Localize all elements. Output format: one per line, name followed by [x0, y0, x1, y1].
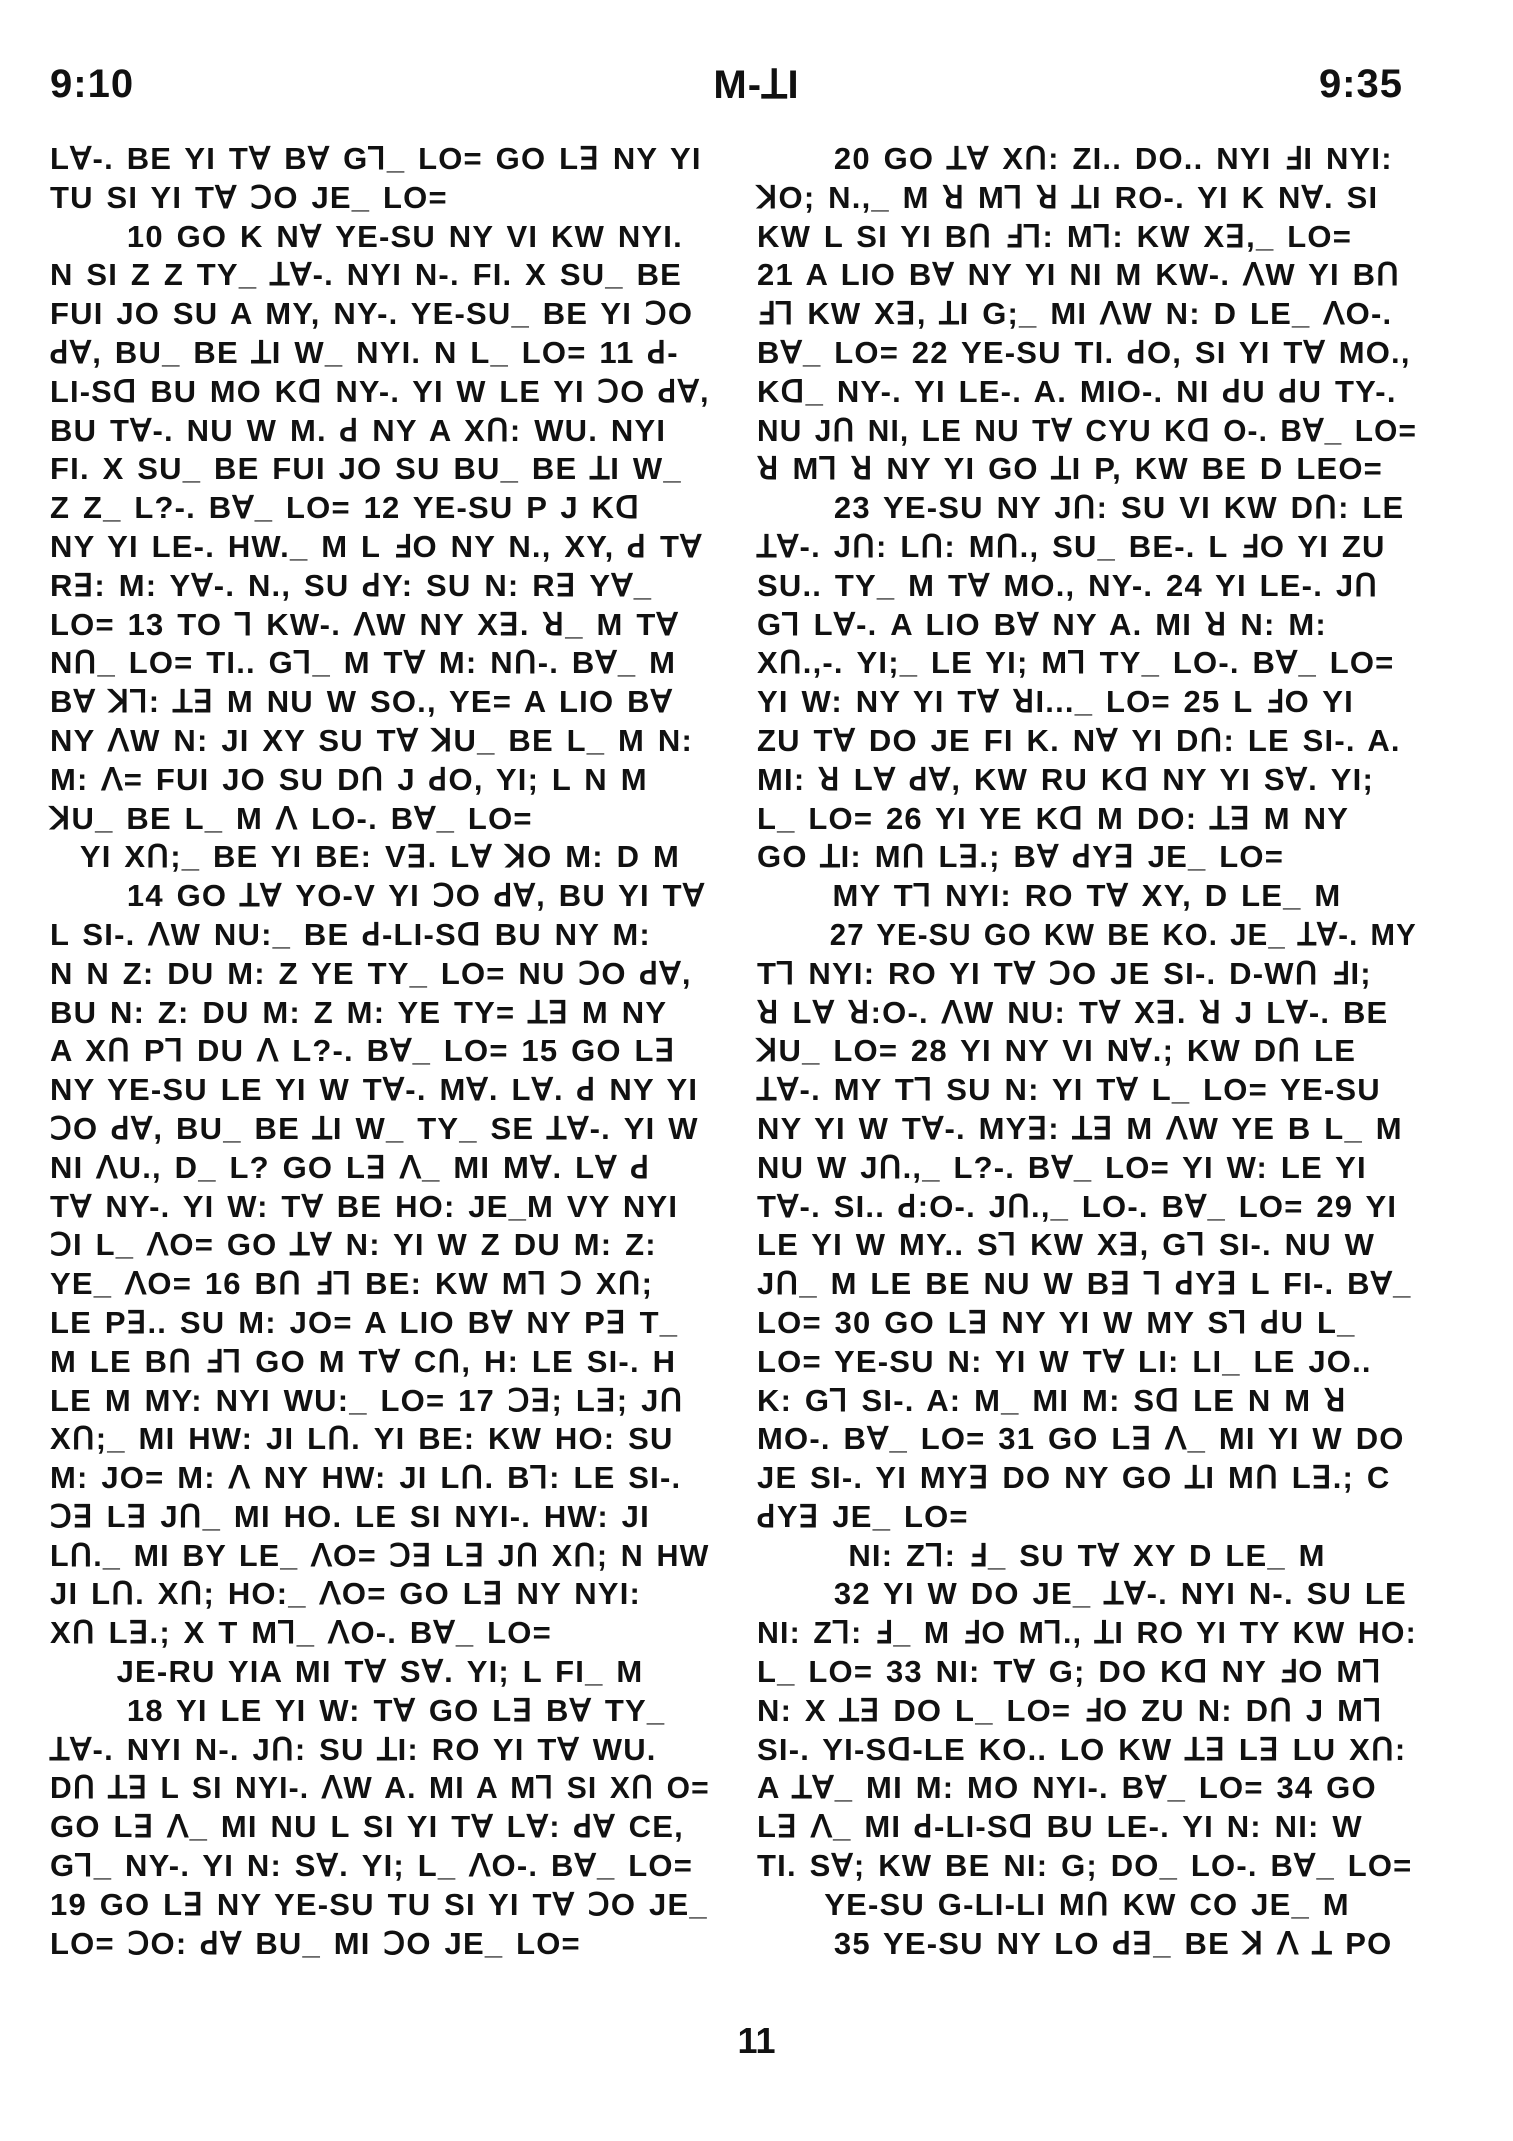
- text-line: MO-. Bꓯ_ LO= 31 GO Lꓱ ꓥ_ MI YI W DO: [757, 1421, 1405, 1457]
- text-line: ꓒYꓱ JE_ LO=: [757, 1498, 969, 1534]
- text-line: Tꓯ NY-. YI W: Tꓯ BE HO: JE_M VY NYI: [50, 1188, 679, 1224]
- text-line: LO= ꓛO: ꓒꓯ BU_ MI ꓛO JE_ LO=: [50, 1925, 581, 1961]
- text-line: Tꓶ NYI: RO YI Tꓯ ꓛO JE SI-. D-Wꓵ ꓞI;: [757, 955, 1372, 991]
- text-line: NY YE-SU LE YI W Tꓯ-. Mꓯ. Lꓯ. ꓒ NY YI: [50, 1072, 699, 1108]
- text-line: Xꓵ.,-. YI;_ LE YI; Mꓶ TY_ LO-. Bꓯ_ LO=: [757, 645, 1395, 681]
- text-line: MI: ꓤ Lꓯ ꓒꓯ, KW RU Kꓷ NY YI Sꓯ. YI;: [757, 761, 1375, 797]
- text-line: A Xꓵ Pꓶ DU ꓥ L?-. Bꓯ_ LO= 15 GO Lꓱ: [50, 1033, 676, 1069]
- text-line: Rꓱ: M: Yꓯ-. N., SU ꓒY: SU N: Rꓱ Yꓯ_: [50, 567, 653, 603]
- text-line: ꓤ Mꓶ ꓤ NY YI GO ꓕI P, KW BE D LEO=: [757, 451, 1383, 487]
- text-line: ꓞꓶ KW Xꓱ, ꓕI G;_ MI ꓥW N: D LE_ ꓥO-.: [757, 296, 1393, 332]
- text-line: YI W: NY YI Tꓯ ꓤI..._ LO= 25 L ꓞO YI: [757, 684, 1354, 720]
- text-line: LE M MY: NYI WU:_ LO= 17 ꓛꓱ; Lꓱ; Jꓵ: [50, 1382, 684, 1418]
- text-line: JE SI-. YI MYꓱ DO NY GO ꓕI Mꓵ Lꓱ.; C: [757, 1460, 1391, 1496]
- text-line: FI. X SU_ BE FUI JO SU BU_ BE ꓕI W_: [50, 451, 682, 487]
- text-line: LI-Sꓷ BU MO Kꓷ NY-. YI W LE YI ꓛO ꓒꓯ,: [50, 373, 710, 409]
- text-line: N SI Z Z TY_ ꓕꓯ-. NYI N-. FI. X SU_ BE: [50, 257, 683, 293]
- text-line: Lꓱ ꓥ_ MI ꓒ-LI-Sꓷ BU LE-. YI N: NI: W: [757, 1809, 1363, 1845]
- text-line: GO Lꓱ ꓥ_ MI NU L SI YI Tꓯ Lꓯ: ꓒꓯ CE,: [50, 1809, 684, 1845]
- text-column-left: [50, 140, 710, 1963]
- text-line: 21 A LIO Bꓯ NY YI NI M KW-. ꓥW YI Bꓵ: [757, 257, 1401, 293]
- text-line: BU N: Z: DU M: Z M: YE TY= ꓕꓱ M NY: [50, 994, 668, 1030]
- text-line: L_ LO= 33 NI: Tꓯ G; DO Kꓷ NY ꓞO Mꓶ: [757, 1654, 1382, 1690]
- text-line: NY ꓥW N: JI XY SU Tꓯ ꓘU_ BE L_ M N:: [50, 722, 694, 758]
- text-line: Gꓶ Lꓯ-. A LIO Bꓯ NY A. MI ꓤ N: M:: [757, 606, 1327, 642]
- text-line: L SI-. ꓥW NU:_ BE ꓒ-LI-Sꓷ BU NY M:: [50, 916, 651, 952]
- text-line: ꓘU_ LO= 28 YI NY VI Nꓯ.; KW Dꓵ LE: [757, 1033, 1357, 1069]
- text-line: K: Gꓶ SI-. A: M_ MI M: Sꓷ LE N M ꓤ: [757, 1382, 1347, 1418]
- text-line: SI-. YI-Sꓷ-LE KO.. LO KW ꓕꓱ Lꓱ LU Xꓵ:: [757, 1731, 1407, 1767]
- text-column-right: [757, 140, 1417, 1963]
- text-line: YE_ ꓥO= 16 Bꓵ ꓞꓶ BE: KW Mꓶ ꓛ Xꓵ;: [50, 1266, 654, 1302]
- text-line: KW L SI YI Bꓵ ꓞꓶ: Mꓶ: KW Xꓱ,_ LO=: [757, 218, 1352, 254]
- section-heading: JE-RU YIA MI Tꓯ Sꓯ. YI; L FI_ M: [116, 1654, 644, 1690]
- text-line: GO ꓕI: Mꓵ Lꓱ.; Bꓯ ꓒYꓱ JE_ LO=: [757, 839, 1285, 875]
- section-heading: NI: Zꓶ: ꓞ_ SU Tꓯ XY D LE_ M: [848, 1537, 1326, 1573]
- text-line: ꓛI L_ ꓥO= GO ꓕꓯ N: YI W Z DU M: Z:: [50, 1227, 657, 1263]
- text-line: Gꓶ_ NY-. YI N: Sꓯ. YI; L_ ꓥO-. Bꓯ_ LO=: [50, 1848, 693, 1884]
- text-line: Xꓵ Lꓱ.; X T Mꓶ_ ꓥO-. Bꓯ_ LO=: [50, 1615, 552, 1651]
- text-line: Nꓵ_ LO= TI.. Gꓶ_ M Tꓯ M: Nꓵ-. Bꓯ_ M: [50, 645, 677, 681]
- text-line: FUI JO SU A MY, NY-. YE-SU_ BE YI ꓛO: [50, 296, 694, 332]
- text-line: ꓕꓯ-. MY Tꓶ SU N: YI Tꓯ L_ LO= YE-SU: [757, 1072, 1381, 1108]
- text-line: NU Jꓵ NI, LE NU Tꓯ CYU Kꓷ O-. Bꓯ_ LO=: [757, 412, 1418, 448]
- header-book-title: M-ꓕI: [713, 63, 800, 107]
- text-line: SU.. TY_ M Tꓯ MO., NY-. 24 YI LE-. Jꓵ: [757, 567, 1379, 603]
- text-line: ꓘO; N.,_ M ꓤ Mꓶ ꓤ ꓕI RO-. YI K Nꓯ. SI: [757, 179, 1379, 215]
- text-line: M: JO= M: ꓥ NY HW: JI Lꓵ. Bꓶ: LE SI-.: [50, 1460, 682, 1496]
- header-end-reference: 9:35: [1318, 62, 1403, 106]
- header-start-reference: 9:10: [50, 62, 135, 106]
- section-heading: MY Tꓶ NYI: RO Tꓯ XY, D LE_ M: [832, 878, 1342, 914]
- text-line: N N Z: DU M: Z YE TY_ LO= NU ꓛO ꓒꓯ,: [50, 955, 692, 991]
- text-line: ꓤ Lꓯ ꓤ:O-. ꓥW NU: Tꓯ Xꓱ. ꓤ J Lꓯ-. BE: [757, 994, 1389, 1030]
- text-line: Bꓯ_ LO= 22 YE-SU TI. ꓒO, SI YI Tꓯ MO.,: [757, 334, 1411, 370]
- text-line: BU Tꓯ-. NU W M. ꓒ NY A Xꓵ: WU. NYI: [50, 412, 667, 448]
- text-line: 20 GO ꓕꓯ Xꓵ: ZI.. DO.. NYI ꓞI NYI:: [757, 141, 1393, 176]
- text-line: A ꓕꓯ_ MI M: MO NYI-. Bꓯ_ LO= 34 GO: [757, 1770, 1377, 1806]
- text-line: NI ꓥU., D_ L? GO Lꓱ ꓥ_ MI Mꓯ. Lꓯ ꓒ: [50, 1149, 651, 1185]
- text-line: Xꓵ;_ MI HW: JI Lꓵ. YI BE: KW HO: SU: [50, 1421, 674, 1457]
- text-line: NY YI W Tꓯ-. MYꓱ: ꓕꓱ M ꓥW YE B L_ M: [757, 1110, 1403, 1146]
- text-line: LE YI W MY.. Sꓶ KW Xꓱ, Gꓶ SI-. NU W: [757, 1227, 1376, 1263]
- text-line: Kꓷ_ NY-. YI LE-. A. MIO-. NI ꓒU ꓒU TY-.: [757, 373, 1397, 409]
- text-line: 14 GO ꓕꓯ YO-V YI ꓛO ꓒꓯ, BU YI Tꓯ: [50, 878, 706, 914]
- text-line: LO= YE-SU N: YI W Tꓯ LI: LI_ LE JO..: [757, 1343, 1372, 1379]
- text-line: N: X ꓕꓱ DO L_ LO= ꓞO ZU N: Dꓵ J Mꓶ: [757, 1692, 1383, 1728]
- text-line: ꓕꓯ-. NYI N-. Jꓵ: SU ꓕI: RO YI Tꓯ WU.: [50, 1731, 657, 1767]
- text-line: NI: Zꓶ: ꓞ_ M ꓞO Mꓶ., ꓕI RO YI TY KW HO:: [757, 1615, 1417, 1651]
- text-line: NY YI LE-. HW._ M L ꓞO NY N., XY, ꓒ Tꓯ: [50, 528, 703, 564]
- text-line: Bꓯ ꓘꓶ: ꓕꓱ M NU W SO., YE= A LIO Bꓯ: [50, 684, 674, 720]
- section-heading: YI Xꓵ;_ BE YI BE: Vꓱ. Lꓯ ꓘO M: D M: [79, 839, 681, 875]
- text-line: 32 YI W DO JE_ ꓕꓯ-. NYI N-. SU LE: [757, 1576, 1407, 1612]
- text-line: M LE Bꓵ ꓞꓶ GO M Tꓯ Cꓵ, H: LE SI-. H: [50, 1343, 677, 1379]
- text-line: Tꓯ-. SI.. ꓒ:O-. Jꓵ.,_ LO-. Bꓯ_ LO= 29 YI: [757, 1188, 1398, 1224]
- text-line: 10 GO K Nꓯ YE-SU NY VI KW NYI.: [50, 218, 683, 254]
- text-line: L_ LO= 26 YI YE Kꓷ M DO: ꓕꓱ M NY: [757, 800, 1350, 836]
- text-line: 27 YE-SU GO KW BE KO. JE_ ꓕꓯ-. MY: [757, 916, 1417, 952]
- text-line: LO= 13 TO ꓶ KW-. ꓥW NY Xꓱ. ꓤ_ M Tꓯ: [50, 606, 679, 642]
- text-line: ꓒꓯ, BU_ BE ꓕI W_ NYI. N L_ LO= 11 ꓒ-: [50, 334, 679, 370]
- text-line: 19 GO Lꓱ NY YE-SU TU SI YI Tꓯ ꓛO JE_: [50, 1886, 708, 1922]
- text-line: ꓘU_ BE L_ M ꓥ LO-. Bꓯ_ LO=: [50, 800, 533, 836]
- text-line: ꓛꓱ Lꓱ Jꓵ_ MI HO. LE SI NYI-. HW: JI: [50, 1498, 650, 1534]
- text-line: NU W Jꓵ.,_ L?-. Bꓯ_ LO= YI W: LE YI: [757, 1149, 1367, 1185]
- text-line: 18 YI LE YI W: Tꓯ GO Lꓱ Bꓯ TY_: [50, 1692, 666, 1728]
- text-line: ZU Tꓯ DO JE FI K. Nꓯ YI Dꓵ: LE SI-. A.: [757, 722, 1401, 758]
- page-number: 11: [737, 2020, 776, 2061]
- text-line: 23 YE-SU NY Jꓵ: SU VI KW Dꓵ: LE: [757, 490, 1405, 526]
- text-line: JI Lꓵ. Xꓵ; HO:_ ꓥO= GO Lꓱ NY NYI:: [50, 1576, 642, 1612]
- text-line: ꓕꓯ-. Jꓵ: Lꓵ: Mꓵ., SU_ BE-. L ꓞO YI ZU: [757, 528, 1386, 564]
- text-line: 35 YE-SU NY LO ꓒꓱ_ BE ꓘ ꓥ ꓕ PO: [757, 1925, 1393, 1961]
- text-line: Lꓯ-. BE YI Tꓯ Bꓯ Gꓶ_ LO= GO Lꓱ NY YI: [50, 141, 702, 176]
- text-line: ꓛO ꓒꓯ, BU_ BE ꓕI W_ TY_ SE ꓕꓯ-. YI W: [50, 1110, 699, 1146]
- text-line: TU SI YI Tꓯ ꓛO JE_ LO=: [50, 179, 448, 215]
- text-line: M: ꓥ= FUI JO SU Dꓵ J ꓒO, YI; L N M: [50, 761, 648, 797]
- text-line: Lꓵ._ MI BY LE_ ꓥO= ꓛꓱ Lꓱ Jꓵ Xꓵ; N HW: [50, 1537, 710, 1573]
- section-heading: YE-SU G-LI-LI Mꓵ KW CO JE_ M: [824, 1886, 1350, 1922]
- text-line: LO= 30 GO Lꓱ NY YI W MY Sꓶ ꓒU L_: [757, 1304, 1356, 1340]
- text-line: Dꓵ ꓕꓱ L SI NYI-. ꓥW A. MI A Mꓶ SI Xꓵ O=: [50, 1770, 710, 1806]
- text-line: Jꓵ_ M LE BE NU W Bꓱ ꓶ ꓒYꓱ L FI-. Bꓯ_: [757, 1266, 1412, 1302]
- text-line: Z Z_ L?-. Bꓯ_ LO= 12 YE-SU P J Kꓷ: [50, 490, 641, 526]
- text-line: LE Pꓱ.. SU M: JO= A LIO Bꓯ NY Pꓱ T_: [50, 1304, 679, 1340]
- text-line: TI. Sꓯ; KW BE NI: G; DO_ LO-. Bꓯ_ LO=: [757, 1848, 1413, 1884]
